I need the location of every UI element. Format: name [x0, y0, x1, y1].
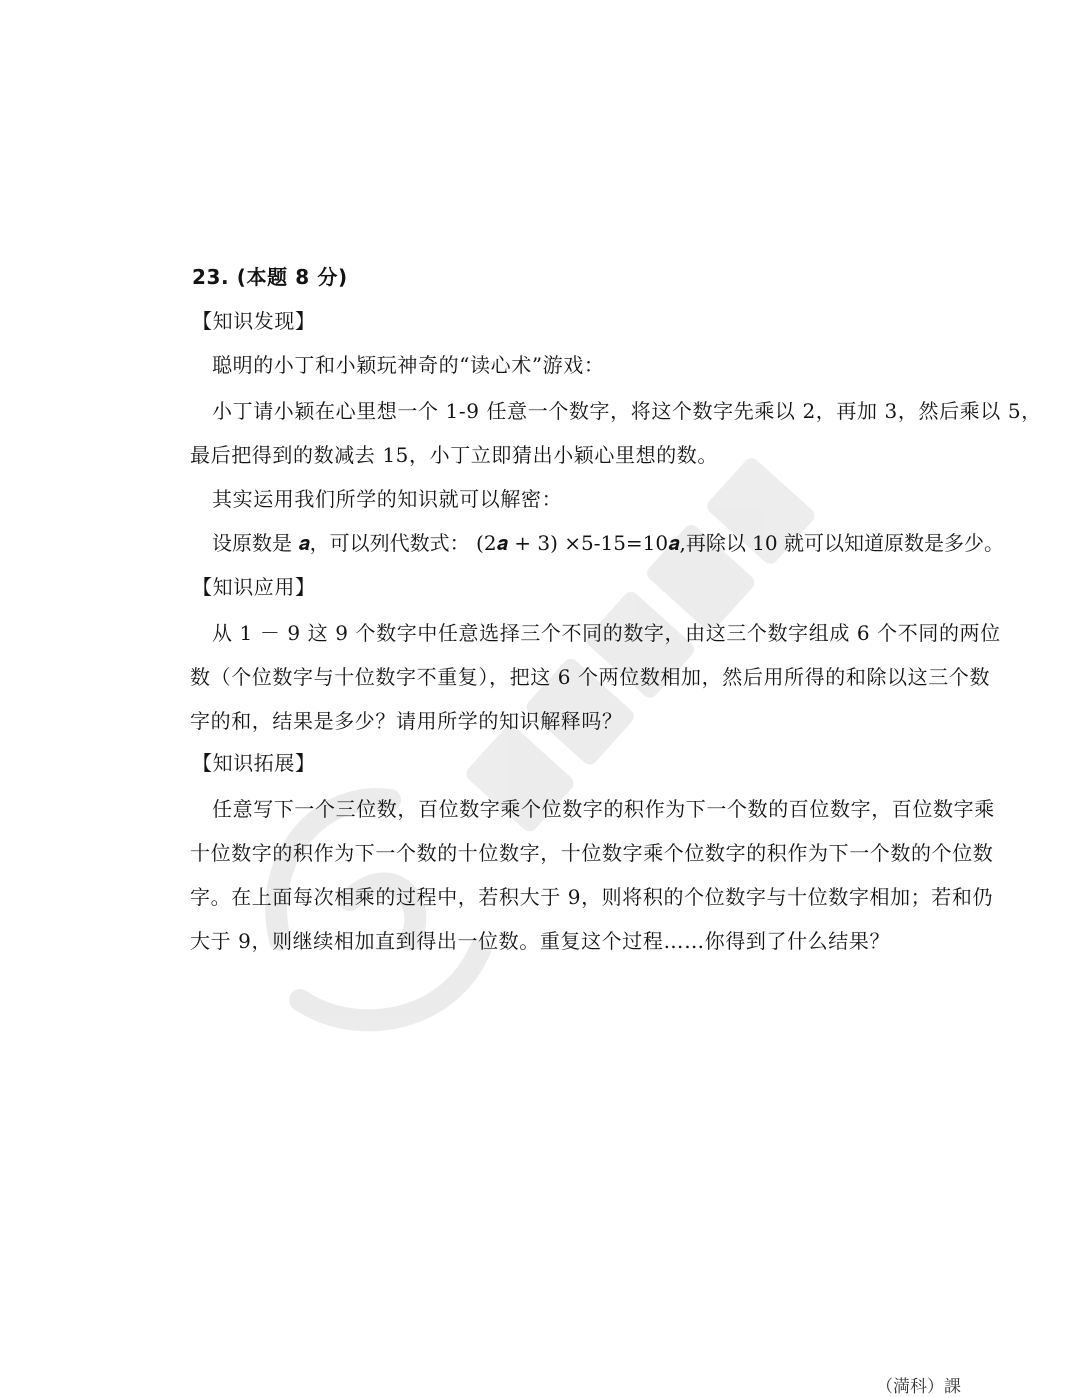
paragraph-line: 其实运用我们所学的知识就可以解密：: [212, 487, 563, 511]
paragraph-line: 聪明的小丁和小颖玩神奇的“读心术”游戏：: [212, 353, 605, 377]
paragraph-line: 数（个位数字与十位数字不重复），把这 6 个两位数相加，然后用所得的和除以这三个数: [190, 665, 991, 689]
paragraph-line: 字。在上面每次相乘的过程中，若积大于 9，则将积的个位数字与十位数字相加；若和仍: [190, 885, 994, 909]
paragraph-line: 大于 9，则继续相加直到得出一位数。重复这个过程……你得到了什么结果？: [190, 929, 891, 953]
section-heading-application: 【知识应用】: [192, 575, 316, 599]
page-footer: （満科）課: [876, 1377, 961, 1397]
paragraph-line: 任意写下一个三位数，百位数字乘个位数字的积作为下一个数的百位数字，百位数字乘: [212, 797, 995, 821]
question-title: 23. (本题 8 分): [192, 265, 348, 289]
paragraph-line: 最后把得到的数减去 15，小丁立即猜出小颖心里想的数。: [190, 443, 719, 467]
paragraph-line: 从 1 － 9 这 9 个数字中任意选择三个不同的数字，由这三个数字组成 6 个不同的两位: [212, 621, 1001, 645]
section-heading-extension: 【知识拓展】: [192, 751, 316, 775]
paragraph-line: 十位数字的积作为下一个数的十位数字，十位数字乘个位数字的积作为下一个数的个位数: [190, 841, 994, 865]
paragraph-line: 字的和，结果是多少？请用所学的知识解释吗？: [190, 709, 623, 733]
paragraph-line: 小丁请小颖在心里想一个 1-9 任意一个数字，将这个数字先乘以 2，再加 3，然后乘以 5，: [212, 399, 1042, 423]
formula-line: 设原数是 𝒂，可以列代数式： (2𝒂 + 3) ×5-15=10𝒂,再除以 10 就可以知道原数是多少。: [212, 531, 1004, 555]
section-heading-discovery: 【知识发现】: [192, 309, 316, 333]
